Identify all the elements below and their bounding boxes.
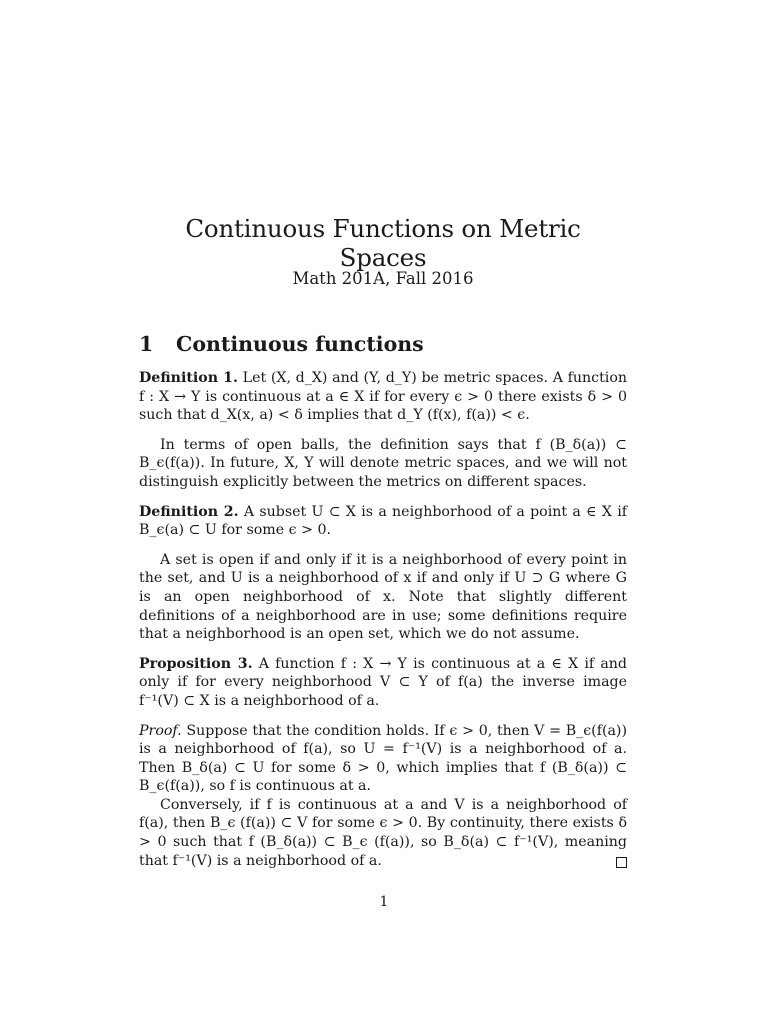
document-body (139, 369, 627, 870)
paragraph-open-sets: A set is open if and only if it is a neighborhood of every point in the set, and U is a neighborhood of x if and only if U ⊃ G where G is an open neighborhood of x. Note that slightly different definitions of a neighborhood are in use; some definitions require that a neighborhood is an open set, which we do not assume. (139, 551, 627, 643)
proof-part-2 (139, 796, 627, 870)
section-title: Continuous functions (176, 332, 424, 356)
proof-text-1: Suppose that the condition holds. If ϵ > 0, then V = B_ϵ(f(a)) is a neighborhood of f(a), so U = f⁻¹(V) is a neighborhood of a. Then B_δ(a) ⊂ U for some δ > 0, which implies that f (B_δ(a)) ⊂ B_ϵ(f(a)), so f is continuous at a. (139, 722, 628, 795)
definition-2 (139, 503, 627, 540)
proposition-3 (139, 655, 627, 711)
page-number: 1 (379, 894, 389, 910)
qed-square-icon (616, 857, 627, 868)
definition-1-text: Let (X, d_X) and (Y, d_Y) be metric spaces. A function f : X → Y is continuous at a ∈ X if for every ϵ > 0 there exists δ > 0 such that d_X(x, a) < δ implies that d_Y (f(x), f(a)) < ϵ. (139, 370, 627, 424)
proof-text-2: Conversely, if f is continuous at a and V is a neighborhood of f(a), then B_ϵ (f(a)) ⊂ V for some ϵ > 0. By continuity, there exists δ > 0 such that f (B_δ(a)) ⊂ B_ϵ (f(a)), so B_δ(a) ⊂ f⁻¹(V), meaning that f⁻¹(V) is a neighborhood of a. (139, 796, 627, 869)
definition-1 (139, 369, 627, 425)
definition-2-text: A subset U ⊂ X is a neighborhood of a point a ∈ X if B_ϵ(a) ⊂ U for some ϵ > 0. (139, 503, 627, 539)
document-title: Continuous Functions on Metric Spaces (185, 214, 581, 272)
section-heading (139, 332, 424, 356)
proposition-3-label: Proposition 3. (139, 655, 253, 672)
definition-2-label: Definition 2. (139, 503, 239, 520)
proof-label: Proof. (139, 722, 182, 739)
paragraph-open-balls: In terms of open balls, the definition says that f (B_δ(a)) ⊂ B_ϵ(f(a)). In future, X, Y will denote metric spaces, and we will not distinguish explicitly between the metrics on different spaces. (139, 436, 627, 490)
section-number: 1 (139, 332, 154, 356)
definition-1-label: Definition 1. (139, 370, 238, 386)
proof-part-1 (139, 722, 627, 796)
proposition-3-text: A function f : X → Y is continuous at a ∈ X if and only if for every neighborhood V ⊂ Y of f(a) the inverse image f⁻¹(V) ⊂ X is a neighborhood of a. (139, 655, 628, 709)
document-subtitle: Math 201A, Fall 2016 (292, 269, 474, 288)
